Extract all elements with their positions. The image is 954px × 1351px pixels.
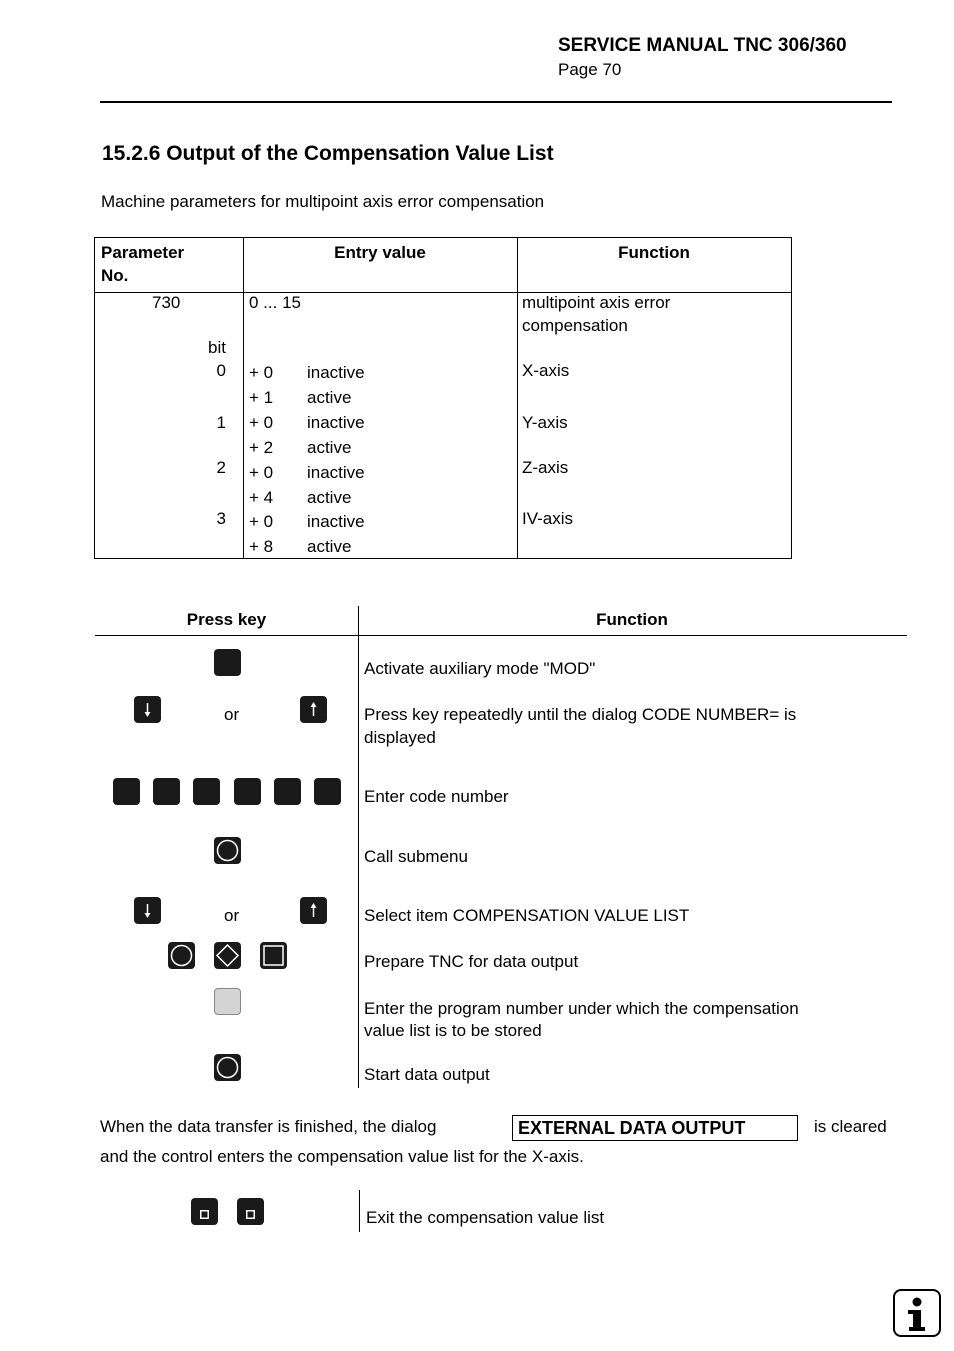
param-range: 0 ... 15 bbox=[249, 293, 301, 312]
key-function-cont: displayed bbox=[364, 728, 436, 747]
entry-value: + 0 bbox=[249, 463, 274, 482]
square-key-icon bbox=[260, 942, 287, 969]
number-key-icon bbox=[153, 778, 180, 805]
entry-value: + 2 bbox=[249, 438, 274, 457]
param-function-line2: compensation bbox=[522, 316, 628, 335]
or-label: or bbox=[224, 906, 240, 925]
transfer-text-line2: and the control enters the compensation value list for the X-axis. bbox=[100, 1147, 584, 1166]
bit-1: 1 bbox=[216, 413, 226, 432]
arrow-up-icon bbox=[300, 897, 327, 924]
entry-state: active bbox=[307, 488, 352, 507]
bit-label: bit bbox=[208, 338, 226, 357]
header-parameter: Parameter bbox=[101, 243, 185, 262]
axis-z: Z-axis bbox=[522, 458, 569, 477]
entry-value: + 1 bbox=[249, 388, 274, 407]
header-key-function: Function bbox=[596, 610, 668, 629]
transfer-text-before: When the data transfer is finished, the dialog bbox=[100, 1117, 437, 1136]
key-function: Call submenu bbox=[364, 847, 468, 866]
bit-0: 0 bbox=[216, 361, 226, 380]
transfer-text-after: is cleared bbox=[814, 1117, 887, 1136]
exit-function: Exit the compensation value list bbox=[366, 1208, 605, 1227]
axis-iv: IV-axis bbox=[522, 509, 574, 528]
number-key-icon bbox=[274, 778, 301, 805]
key-function: Press key repeatedly until the dialog CODE NUMBER= is bbox=[364, 705, 797, 724]
key-function: Select item COMPENSATION VALUE LIST bbox=[364, 906, 690, 925]
entry-state: inactive bbox=[307, 363, 365, 382]
section-intro: Machine parameters for multipoint axis error compensation bbox=[101, 192, 545, 211]
circle-key-icon bbox=[214, 837, 241, 864]
entry-state: active bbox=[307, 438, 352, 457]
section-title: 15.2.6 Output of the Compensation Value List bbox=[102, 142, 554, 165]
header-press-key: Press key bbox=[186, 610, 267, 629]
arrow-down-icon bbox=[134, 696, 161, 723]
header-rule bbox=[100, 101, 892, 103]
external-data-output-dialog: EXTERNAL DATA OUTPUT bbox=[512, 1115, 798, 1141]
info-icon bbox=[893, 1289, 941, 1337]
number-key-icon bbox=[113, 778, 140, 805]
param-function-line1: multipoint axis error bbox=[522, 293, 671, 312]
mod-key-icon bbox=[214, 649, 241, 676]
header-parameter-no: No. bbox=[101, 266, 129, 285]
manual-title: SERVICE MANUAL TNC 306/360 bbox=[558, 35, 847, 56]
key-function-cont: value list is to be stored bbox=[364, 1021, 542, 1040]
entry-state: active bbox=[307, 388, 352, 407]
key-function: Start data output bbox=[364, 1065, 490, 1084]
page-number: Page 70 bbox=[558, 60, 622, 79]
axis-y: Y-axis bbox=[522, 413, 568, 432]
key-function: Enter the program number under which the compensation bbox=[364, 999, 799, 1018]
key-function: Prepare TNC for data output bbox=[364, 952, 579, 971]
header-entry-value: Entry value bbox=[334, 243, 426, 262]
end-key-icon bbox=[191, 1198, 218, 1225]
entry-value: + 0 bbox=[249, 363, 274, 382]
end-key-icon bbox=[237, 1198, 264, 1225]
entry-state: active bbox=[307, 537, 352, 556]
number-key-icon bbox=[234, 778, 261, 805]
entry-value: + 0 bbox=[249, 413, 274, 432]
arrow-down-icon bbox=[134, 897, 161, 924]
bit-2: 2 bbox=[216, 458, 226, 477]
circle-key-icon bbox=[214, 1054, 241, 1081]
arrow-up-icon bbox=[300, 696, 327, 723]
exit-divider bbox=[359, 1190, 360, 1232]
entry-state: inactive bbox=[307, 413, 365, 432]
axis-x: X-axis bbox=[522, 361, 570, 380]
circle-key-icon bbox=[168, 942, 195, 969]
or-label: or bbox=[224, 705, 240, 724]
entry-state: inactive bbox=[307, 512, 365, 531]
entry-value: + 0 bbox=[249, 512, 274, 531]
number-key-icon bbox=[314, 778, 341, 805]
param-no: 730 bbox=[152, 293, 181, 312]
key-table-rule bbox=[95, 635, 907, 636]
entry-value: + 8 bbox=[249, 537, 274, 556]
header-function: Function bbox=[618, 243, 690, 262]
entry-value: + 4 bbox=[249, 488, 274, 507]
key-table-divider bbox=[358, 606, 359, 1088]
program-number-key-icon bbox=[214, 988, 241, 1015]
number-key-icon bbox=[193, 778, 220, 805]
key-function: Activate auxiliary mode "MOD" bbox=[364, 659, 596, 678]
diamond-key-icon bbox=[214, 942, 241, 969]
bit-3: 3 bbox=[216, 509, 226, 528]
key-function: Enter code number bbox=[364, 787, 509, 806]
entry-state: inactive bbox=[307, 463, 365, 482]
